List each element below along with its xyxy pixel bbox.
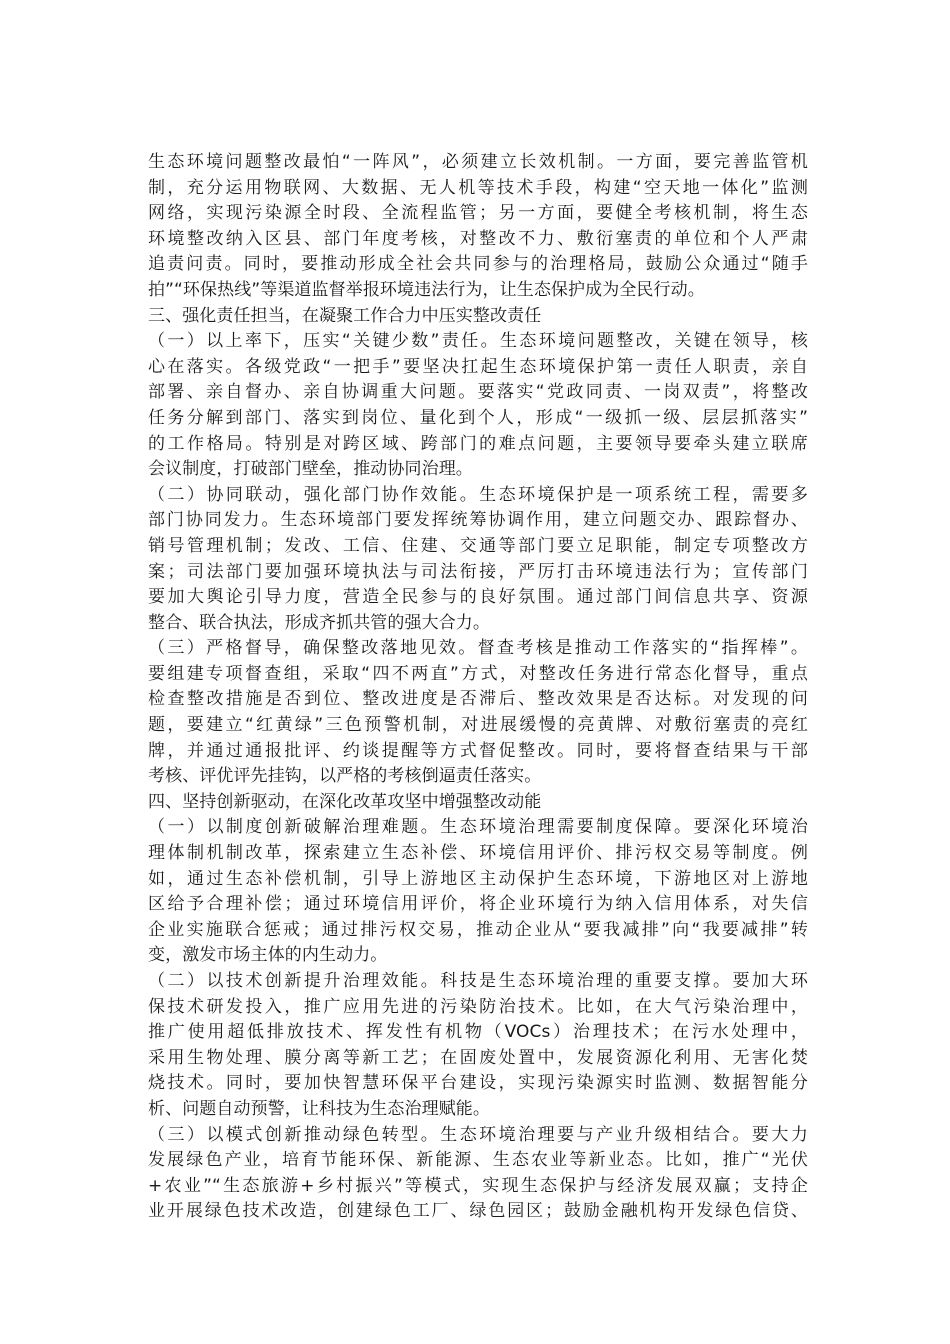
text-line: 烧技术。同时，要加快智慧环保平台建设，实现污染源实时监测、数据智能分 [148, 1073, 808, 1094]
section-heading-4 [148, 790, 808, 816]
text-line: （一）以上率下，压实“关键少数”责任。生态环境问题整改，关键在领导，核 [148, 331, 808, 352]
text-line: 网络，实现污染源全时段、全流程监管；另一方面，要健全考核机制，将生态 [148, 203, 808, 224]
text-line: 的工作格局。特别是对跨区域、跨部门的难点问题，主要领导要牵头建立联席 [148, 433, 808, 454]
text-line: 部门协同发力。生态环境部门要发挥统筹协调作用，建立问题交办、跟踪督办、 [148, 510, 808, 531]
text-line: 会议制度，打破部门壁垒，推动协同治理。 [148, 459, 473, 480]
text-line: （三）严格督导，确保整改落地见效。督查考核是推动工作落实的“指挥棒”。 [148, 638, 808, 659]
text-line: 任务分解到部门、落实到岗位、量化到个人，形成“一级抓一级、层层抓落实” [148, 407, 808, 428]
text-line: 牌，并通过通报批评、约谈提醒等方式督促整改。同时，要将督查结果与干部 [148, 740, 808, 761]
text-line: 析、问题自动预警，让科技为生态治理赋能。 [148, 1098, 490, 1119]
text-line: 部署、亲自督办、亲自协调重大问题。要落实“党政同责、一岗双责”，将整改 [148, 382, 808, 403]
text-line: 追责问责。同时，要推动形成全社会共同参与的治理格局，鼓励公众通过“随手 [148, 254, 808, 275]
paragraph-4-2 [148, 969, 808, 1123]
paragraph-4-1 [148, 815, 808, 969]
text-line: +农业”“生态旅游+乡村振兴”等模式，实现生态保护与经济发展双赢；支持企 [148, 1175, 808, 1196]
document-page [148, 150, 808, 1225]
text-line: 整合、联合执法，形成齐抓共管的强大合力。 [148, 612, 490, 633]
text-line: 理体制机制改革，探索建立生态补偿、环境信用评价、排污权交易等制度。例 [148, 843, 808, 864]
text-line: 生态环境问题整改最怕“一阵风”，必须建立长效机制。一方面，要完善监管机 [148, 152, 808, 172]
text-line: 发展绿色产业，培育节能环保、新能源、生态农业等新业态。比如，推广“光伏 [148, 1150, 808, 1171]
heading-text: 四、坚持创新驱动，在深化改革攻坚中增强整改动能 [148, 791, 542, 812]
text-line: 采用生物处理、膜分离等新工艺；在固废处置中，发展资源化利用、无害化焚 [148, 1047, 808, 1068]
text-line: 变，激发市场主体的内生动力。 [148, 945, 388, 966]
text-line: 业开展绿色技术改造，创建绿色工厂、绿色园区；鼓励金融机构开发绿色信贷、 [148, 1201, 808, 1222]
text-line: 考核、评优评先挂钩，以严格的考核倒逼责任落实。 [148, 766, 542, 787]
text-line: 案；司法部门要加强环境执法与司法衔接，严厉打击环境违法行为；宣传部门 [148, 561, 808, 582]
text-line: 如，通过生态补偿机制，引导上游地区主动保护生态环境，下游地区对上游地 [148, 868, 808, 889]
paragraph-3-2 [148, 483, 808, 637]
paragraph-3-3 [148, 636, 808, 790]
paragraph-3-1 [148, 329, 808, 483]
text-line: （二）协同联动，强化部门协作效能。生态环境保护是一项系统工程，需要多 [148, 484, 808, 505]
text-line: （一）以制度创新破解治理难题。生态环境治理需要制度保障。要深化环境治 [148, 817, 808, 838]
text-line: 制，充分运用物联网、大数据、无人机等技术手段，构建“空天地一体化”监测 [148, 177, 808, 198]
text-line: 题，要建立“红黄绿”三色预警机制，对进展缓慢的亮黄牌、对敷衍塞责的亮红 [148, 715, 808, 736]
text-line: 要加大舆论引导力度，营造全民参与的良好氛围。通过部门间信息共享、资源 [148, 587, 808, 608]
text-line: （二）以技术创新提升治理效能。科技是生态环境治理的重要支撑。要加大环 [148, 971, 808, 991]
paragraph-4-3 [148, 1123, 808, 1225]
text-line: 拍”“环保热线”等渠道监督举报环境违法行为，让生态保护成为全民行动。 [148, 279, 705, 300]
text-line: 区给予合理补偿；通过环境信用评价，将企业环境行为纳入信用体系，对失信 [148, 894, 808, 915]
heading-text: 三、强化责任担当，在凝聚工作合力中压实整改责任 [148, 305, 542, 326]
text-line: 环境整改纳入区县、部门年度考核，对整改不力、敷衍塞责的单位和个人严肃 [148, 228, 808, 249]
text-line: 推广使用超低排放技术、挥发性有机物（VOCs）治理技术；在污水处理中， [148, 1022, 808, 1043]
paragraph-long-term-mechanism [148, 150, 808, 304]
text-line: 销号管理机制；发改、工信、住建、交通等部门要立足职能，制定专项整改方 [148, 535, 808, 556]
text-line: （三）以模式创新推动绿色转型。生态环境治理要与产业升级相结合。要大力 [148, 1124, 808, 1145]
text-line: 心在落实。各级党政“一把手”要坚决扛起生态环境保护第一责任人职责，亲自 [148, 356, 808, 377]
section-heading-3 [148, 304, 808, 330]
text-line: 保技术研发投入，推广应用先进的污染防治技术。比如，在大气污染治理中， [148, 996, 808, 1017]
text-line: 要组建专项督查组，采取“四不两直”方式，对整改任务进行常态化督导，重点 [148, 663, 808, 684]
text-line: 检查整改措施是否到位、整改进度是否滞后、整改效果是否达标。对发现的问 [148, 689, 808, 710]
text-line: 企业实施联合惩戒；通过排污权交易，推动企业从“要我减排”向“我要减排”转 [148, 919, 808, 940]
